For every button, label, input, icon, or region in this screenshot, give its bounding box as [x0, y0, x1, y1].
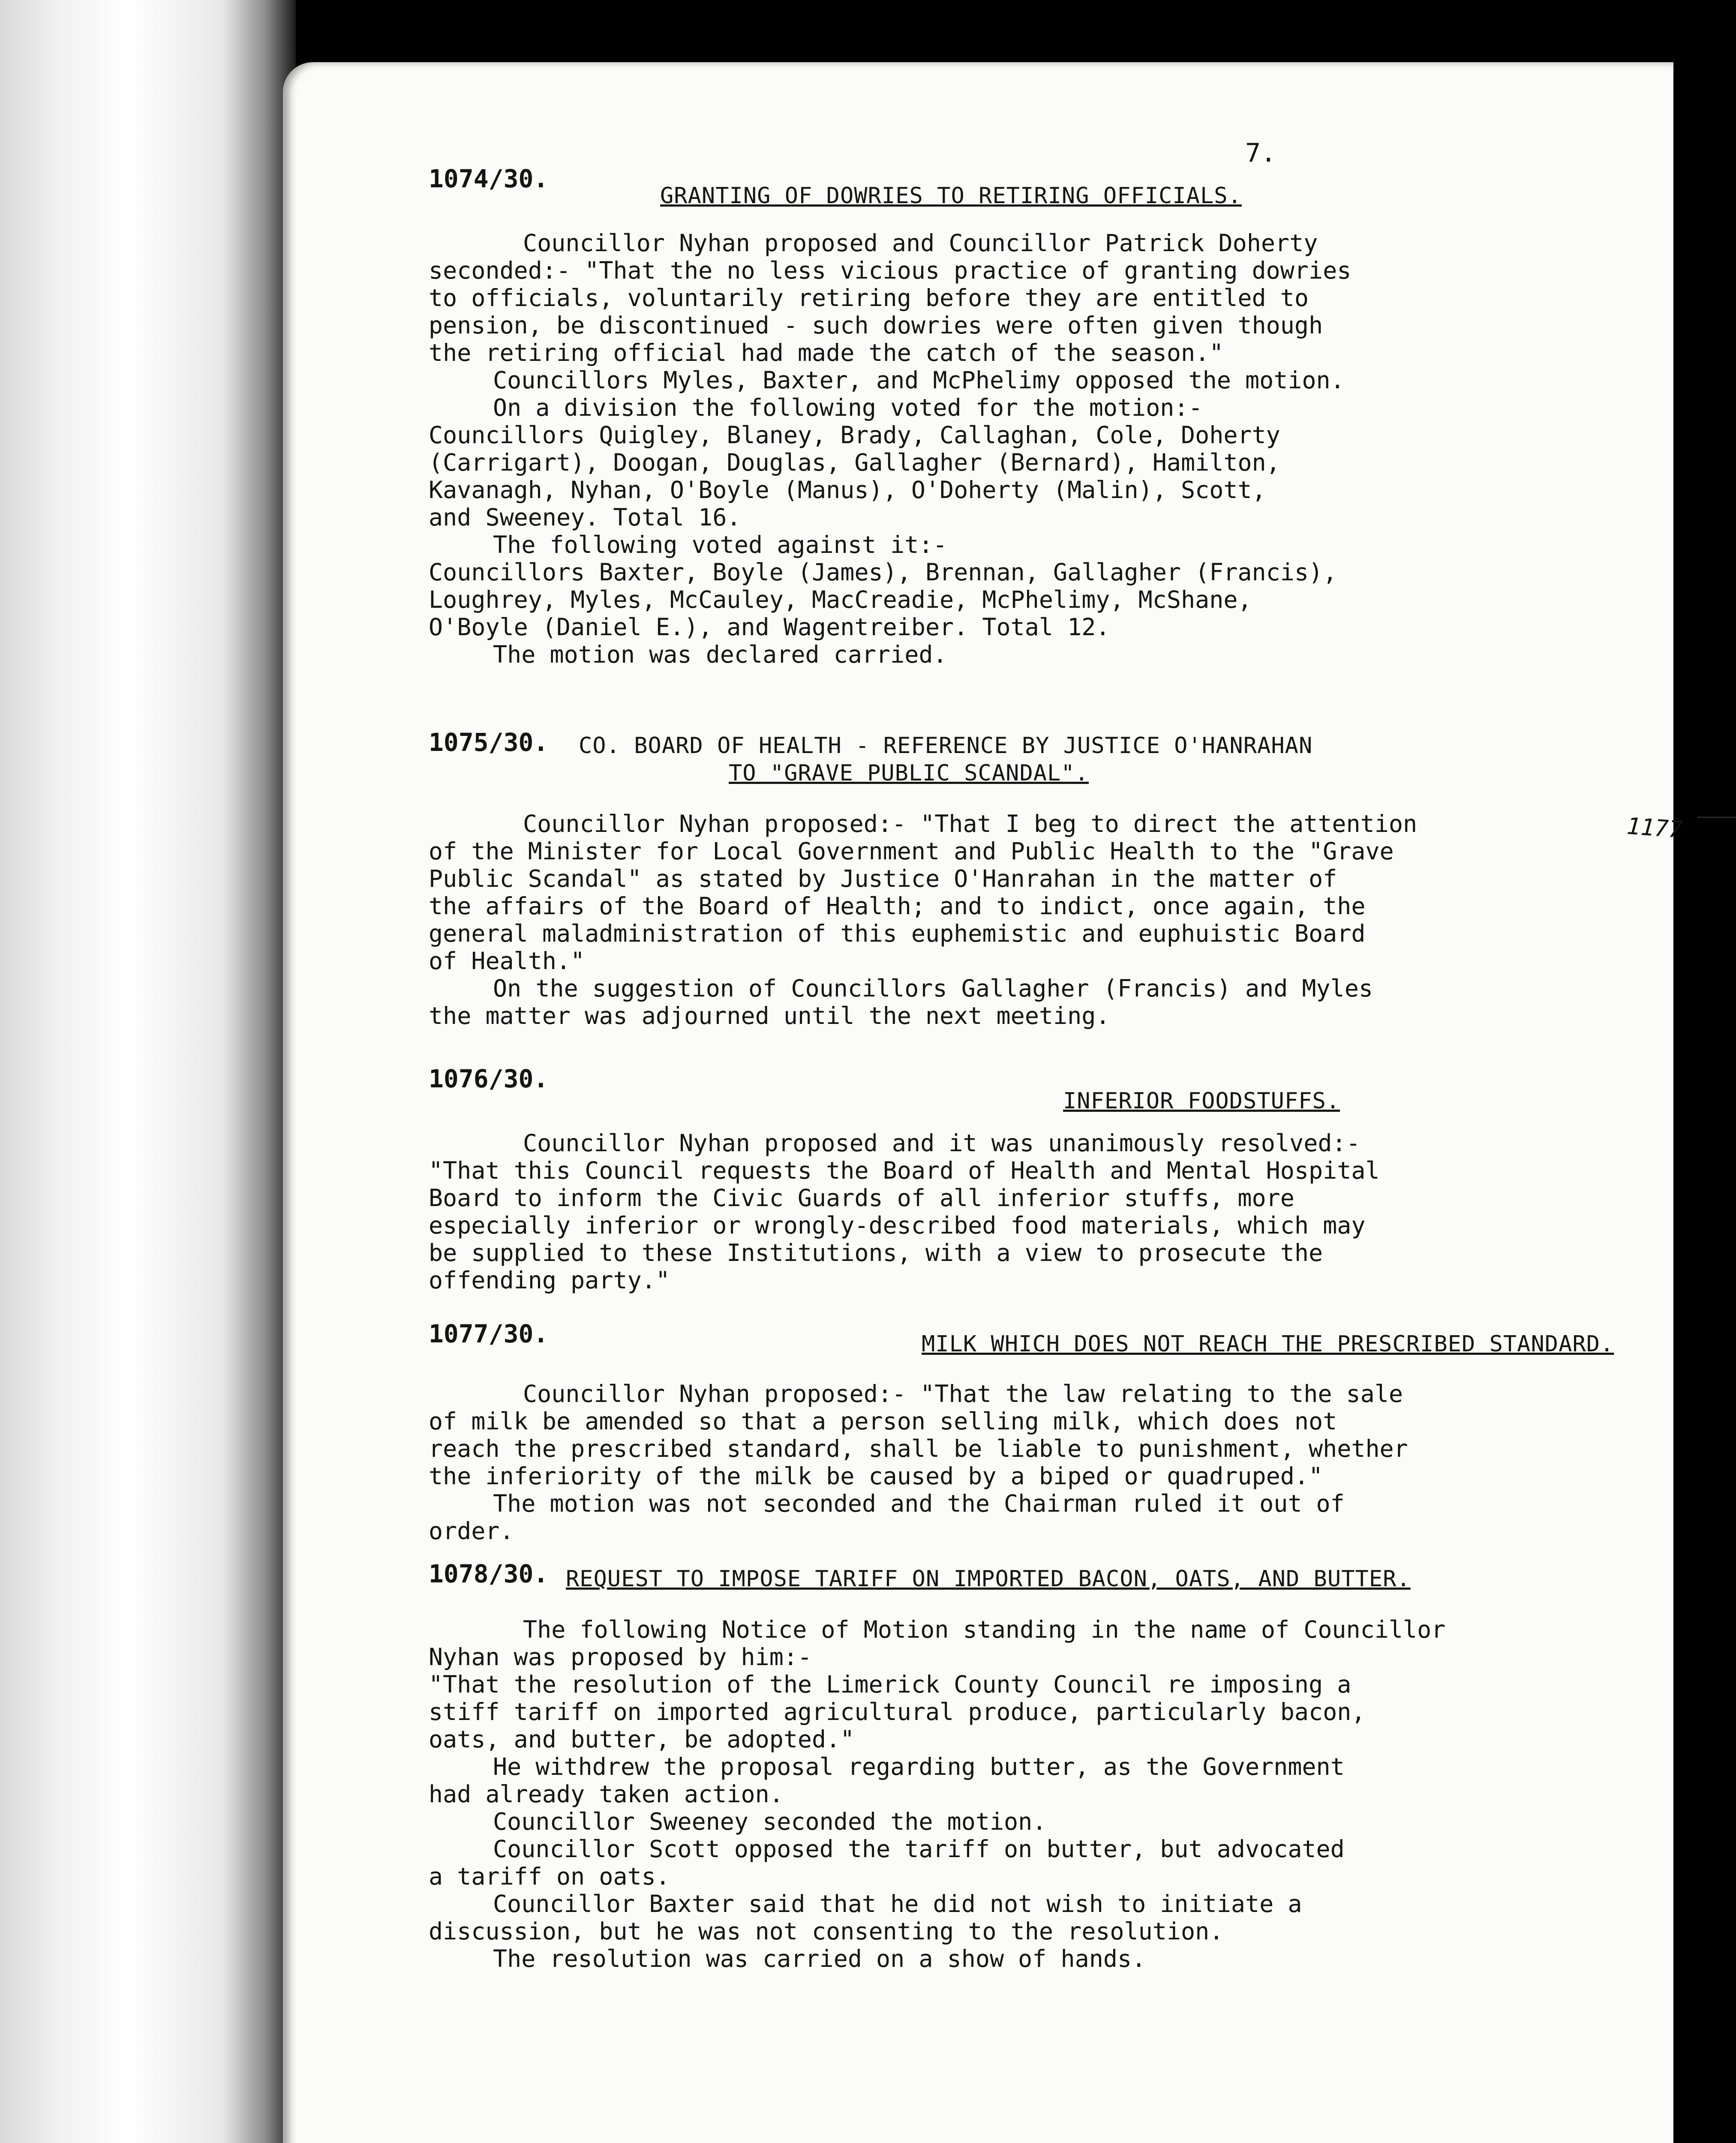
minute-1076: [429, 1065, 1723, 1305]
minute-number: 1076/30.: [429, 1064, 549, 1093]
text-line: Councillor Nyhan proposed and it was unanimously resolved:-: [523, 1129, 1361, 1157]
text-line: stiff tariff on imported agricultural produce, particularly bacon,: [429, 1698, 1366, 1726]
text-line: Board to inform the Civic Guards of all inferior stuffs, more: [429, 1184, 1294, 1212]
text-line: Nyhan was proposed by him:-: [429, 1643, 812, 1671]
text-line: Councillor Sweeney seconded the motion.: [493, 1808, 1047, 1835]
text-line: Councillor Baxter said that he did not wish to initiate a: [493, 1890, 1302, 1918]
section-heading: MILK WHICH DOES NOT REACH THE PRESCRIBED STANDARD.: [922, 1331, 1614, 1357]
text-line: Councillors Baxter, Boyle (James), Brennan, Gallagher (Francis),: [429, 558, 1337, 586]
section-body: [429, 1380, 1706, 1545]
section-heading: CO. BOARD OF HEALTH - REFERENCE BY JUSTICE O'HANRAHAN: [579, 733, 1313, 759]
book-binding: [0, 0, 296, 2143]
text-line: Councillor Nyhan proposed:- "That I beg to direct the attention: [523, 810, 1418, 837]
text-line: reach the prescribed standard, shall be liable to punishment, whether: [429, 1435, 1408, 1462]
text-line: oats, and butter, be adopted.": [429, 1726, 855, 1753]
text-line: Councillor Nyhan proposed and Councillor Patrick Doherty: [523, 229, 1318, 257]
text-line: The motion was declared carried.: [493, 641, 947, 668]
minute-number: 1074/30.: [429, 164, 549, 193]
text-line: Councillor Scott opposed the tariff on butter, but advocated: [493, 1835, 1345, 1863]
section-body: [429, 229, 1706, 668]
section-heading: GRANTING OF DOWRIES TO RETIRING OFFICIALS.: [660, 183, 1242, 209]
text-line: (Carrigart), Doogan, Douglas, Gallagher (Bernard), Hamilton,: [429, 449, 1280, 476]
page-number: 7.: [1245, 138, 1276, 168]
text-line: Public Scandal" as stated by Justice O'Hanrahan in the matter of: [429, 865, 1337, 892]
text-line: Councillors Myles, Baxter, and McPhelimy opposed the motion.: [493, 366, 1345, 394]
text-line: Loughrey, Myles, McCauley, MacCreadie, McPhelimy, McShane,: [429, 586, 1252, 613]
text-line: Councillors Quigley, Blaney, Brady, Callaghan, Cole, Doherty: [429, 421, 1280, 449]
document-page: [283, 62, 1684, 2143]
text-line: He withdrew the proposal regarding butter, as the Government: [493, 1753, 1345, 1780]
text-line: On the suggestion of Councillors Gallagher (Francis) and Myles: [493, 975, 1373, 1002]
text-line: and Sweeney. Total 16.: [429, 504, 741, 531]
minute-1077: [429, 1320, 1723, 1543]
text-line: the affairs of the Board of Health; and to indict, once again, the: [429, 892, 1366, 920]
margin-note: 1177: [1625, 812, 1684, 843]
section-heading-continued: TO "GRAVE PUBLIC SCANDAL".: [729, 760, 1089, 786]
section-heading: INFERIOR FOODSTUFFS.: [1063, 1088, 1340, 1114]
text-line: pension, be discontinued - such dowries were often given though: [429, 312, 1323, 339]
minute-1075: [429, 729, 1723, 1054]
minute-number: 1075/30.: [429, 728, 549, 757]
text-line: of milk be amended so that a person selling milk, which does not: [429, 1408, 1337, 1435]
minute-number: 1077/30.: [429, 1319, 549, 1348]
text-line: be supplied to these Institutions, with a view to prosecute the: [429, 1239, 1323, 1267]
text-line: "That this Council requests the Board of Health and Mental Hospital: [429, 1157, 1380, 1184]
text-line: general maladministration of this euphemistic and euphuistic Board: [429, 920, 1366, 947]
minute-number: 1078/30.: [429, 1559, 549, 1588]
section-body: [429, 810, 1706, 1029]
minute-1074: [429, 165, 1723, 722]
text-line: The following voted against it:-: [493, 531, 947, 558]
text-line: The following Notice of Motion standing in the name of Councillor: [523, 1616, 1446, 1643]
minute-1078: [429, 1560, 1723, 1989]
text-line: discussion, but he was not consenting to the resolution.: [429, 1918, 1224, 1945]
section-body: [429, 1129, 1706, 1294]
text-line: the inferiority of the milk be caused by a biped or quadruped.": [429, 1462, 1323, 1490]
text-line: O'Boyle (Daniel E.), and Wagentreiber. Total 12.: [429, 613, 1110, 641]
text-line: Councillor Nyhan proposed:- "That the law relating to the sale: [523, 1380, 1403, 1408]
section-body: [429, 1616, 1706, 1972]
text-line: had already taken action.: [429, 1780, 784, 1808]
text-line: Kavanagh, Nyhan, O'Boyle (Manus), O'Doherty (Malin), Scott,: [429, 476, 1266, 504]
text-line: order.: [429, 1517, 514, 1545]
text-line: On a division the following voted for the motion:-: [493, 394, 1203, 421]
text-line: offending party.": [429, 1267, 670, 1294]
text-line: especially inferior or wrongly-described food materials, which may: [429, 1212, 1366, 1239]
text-line: "That the resolution of the Limerick County Council re imposing a: [429, 1671, 1352, 1698]
text-line: the matter was adjourned until the next meeting.: [429, 1002, 1110, 1029]
text-line: of the Minister for Local Government and Public Health to the "Grave: [429, 837, 1394, 865]
text-line: of Health.": [429, 947, 585, 975]
text-line: The resolution was carried on a show of hands.: [493, 1945, 1146, 1972]
section-heading: REQUEST TO IMPOSE TARIFF ON IMPORTED BACON, OATS, AND BUTTER.: [566, 1566, 1411, 1592]
text-line: seconded:- "That the no less vicious practice of granting dowries: [429, 257, 1352, 284]
text-line: the retiring official had made the catch of the season.": [429, 339, 1224, 366]
text-line: The motion was not seconded and the Chairman ruled it out of: [493, 1490, 1345, 1517]
text-line: a tariff on oats.: [429, 1863, 670, 1890]
text-line: to officials, voluntarily retiring before they are entitled to: [429, 284, 1309, 312]
